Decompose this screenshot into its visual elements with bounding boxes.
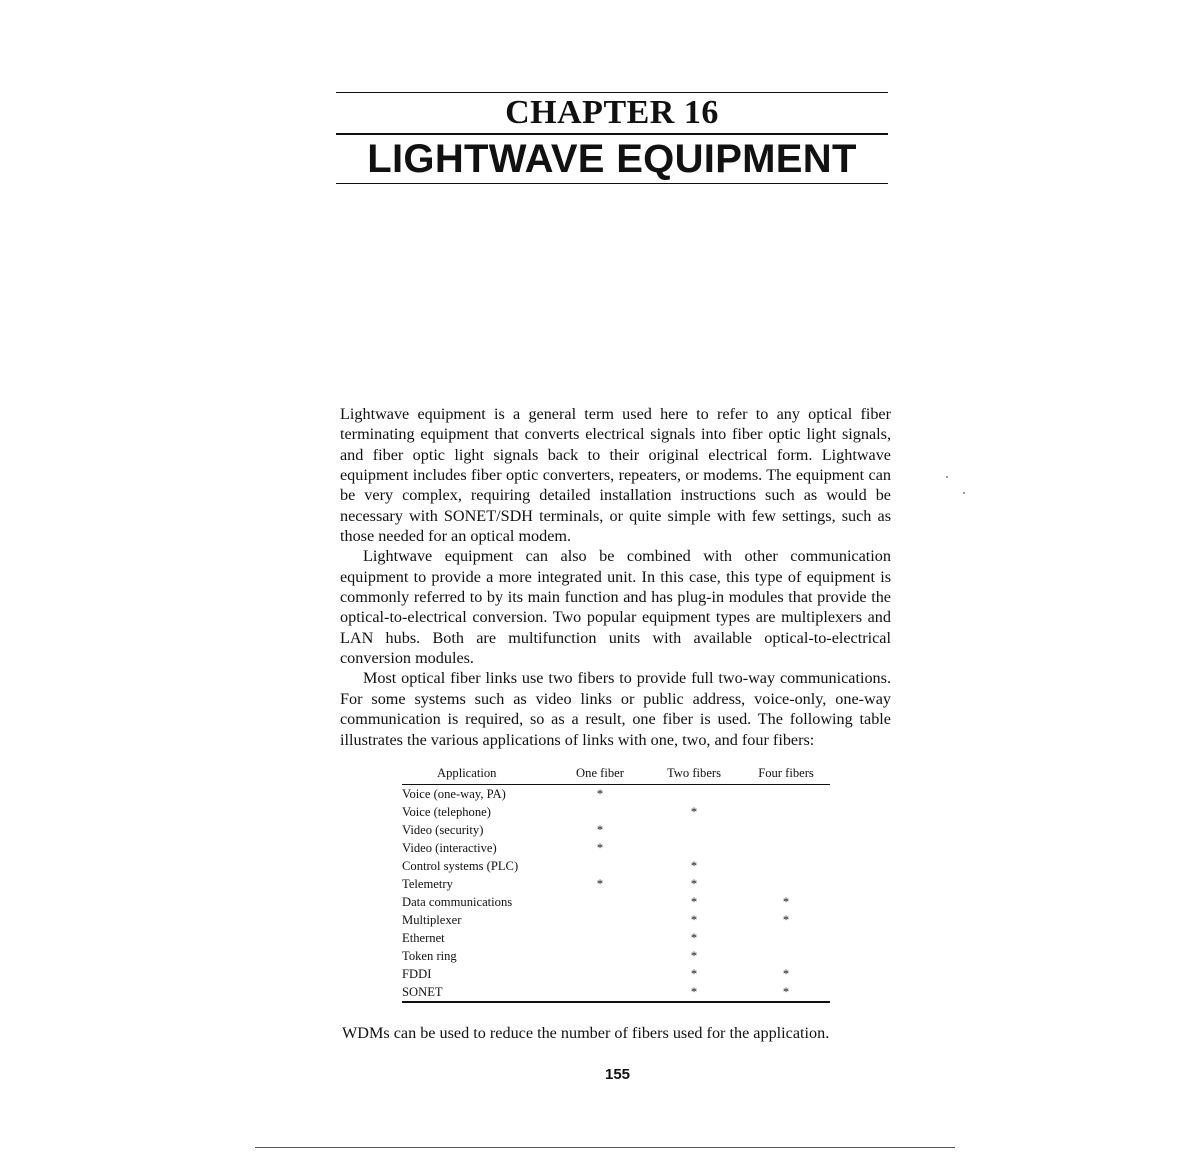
application-name: Control systems (PLC): [402, 859, 519, 873]
closing-sentence: WDMs can be used to reduce the number of fibers used for the application.: [342, 1024, 830, 1042]
table-row: [402, 929, 830, 947]
table-row: [402, 965, 830, 983]
four-fibers-mark: [742, 857, 830, 875]
one-fiber-mark: [554, 857, 646, 875]
header-one-fiber: One fiber: [554, 763, 646, 785]
application-name: Video (interactive): [402, 841, 497, 855]
application-name: Video (security): [402, 823, 484, 837]
table-row: [402, 875, 830, 893]
two-fibers-mark: *: [690, 931, 698, 945]
page-number: 155: [604, 1066, 631, 1083]
table-header-row: [402, 763, 830, 785]
paragraph-2: Lightwave equipment can also be combined with other communication equipment to provide a more integrated unit. In this case, this type of equipment is commonly referred to by its main function and has plug-in modules that provide the optical-to-electrical conversion. Two popular equipment types are multiplexers and LAN hubs. Both are multifunction units with available optical-to-electrical conversion modules.: [340, 547, 891, 668]
chapter-middle-rule: [336, 133, 888, 135]
two-fibers-mark: *: [690, 967, 698, 981]
application-name: Multiplexer: [402, 913, 462, 927]
two-fibers-mark: *: [690, 895, 698, 909]
application-name: FDDI: [402, 967, 432, 981]
two-fibers-mark: *: [690, 913, 698, 927]
scan-speck: [963, 492, 965, 494]
one-fiber-mark: [554, 803, 646, 821]
one-fiber-mark: [554, 911, 646, 929]
two-fibers-mark: [646, 839, 742, 857]
four-fibers-mark: [742, 875, 830, 893]
four-fibers-mark: *: [742, 983, 830, 1002]
four-fibers-mark: [742, 947, 830, 965]
four-fibers-mark: [742, 929, 830, 947]
four-fibers-mark: [742, 821, 830, 839]
paragraph-1: Lightwave equipment is a general term used here to refer to any optical fiber terminating equipment that converts electrical signals into fiber optic light signals, and fiber optic light signals back to their original electrical form. Lightwave equipment includes fiber optic converters, repeaters, or modems. The equipment can be very complex, requiring detailed installation instructions such as would be necessary with SONET/SDH terminals, or quite simple with few settings, such as those needed for an optical modem.: [340, 405, 891, 546]
four-fibers-mark: *: [782, 895, 790, 909]
application-name: Data communications: [402, 895, 513, 909]
two-fibers-mark: *: [646, 983, 742, 1002]
table-row: [402, 947, 830, 965]
two-fibers-mark: [646, 821, 742, 839]
two-fibers-mark: *: [690, 877, 698, 891]
scan-speck: [946, 476, 948, 478]
one-fiber-mark: *: [596, 877, 604, 891]
one-fiber-mark: [554, 893, 646, 911]
scan-edge-line: [255, 1147, 955, 1148]
table-row: [402, 785, 830, 804]
one-fiber-mark: *: [596, 787, 604, 801]
application-name: Ethernet: [402, 931, 445, 945]
one-fiber-mark: [554, 983, 646, 1002]
one-fiber-mark: *: [596, 823, 604, 837]
four-fibers-mark: *: [782, 913, 790, 927]
two-fibers-mark: *: [690, 805, 698, 819]
chapter-title: LIGHTWAVE EQUIPMENT: [367, 137, 857, 181]
paragraph-3: Most optical fiber links use two fibers to provide full two-way communications. For some systems such as video links or public address, voice-only, one-way communication is required, so as a result, one fiber is used. The following table illustrates the various applications of links with one, two, and four fibers:: [340, 669, 891, 749]
table-row: [402, 893, 830, 911]
one-fiber-mark: [554, 929, 646, 947]
table-row: [402, 911, 830, 929]
application-name: SONET: [402, 983, 554, 1002]
four-fibers-mark: *: [782, 967, 790, 981]
table-row: [402, 983, 830, 1002]
header-four-fibers: Four fibers: [742, 763, 830, 785]
one-fiber-mark: [554, 965, 646, 983]
table-row: [402, 857, 830, 875]
body-text: [340, 404, 891, 750]
header-application: Application: [402, 763, 554, 785]
one-fiber-mark: [554, 947, 646, 965]
chapter-number: CHAPTER 16: [505, 94, 719, 131]
chapter-bottom-rule: [336, 183, 888, 184]
application-name: Token ring: [402, 949, 457, 963]
header-two-fibers: Two fibers: [646, 763, 742, 785]
application-name: Telemetry: [402, 877, 453, 891]
table-row: [402, 821, 830, 839]
two-fibers-mark: *: [690, 859, 698, 873]
application-name: Voice (telephone): [402, 805, 491, 819]
table-row: [402, 803, 830, 821]
two-fibers-mark: [646, 785, 742, 804]
four-fibers-mark: [742, 785, 830, 804]
application-name: Voice (one-way, PA): [402, 787, 506, 801]
table-row: [402, 839, 830, 857]
four-fibers-mark: [742, 839, 830, 857]
four-fibers-mark: [742, 803, 830, 821]
two-fibers-mark: *: [690, 949, 698, 963]
fiber-applications-table: [402, 763, 830, 1003]
one-fiber-mark: *: [596, 841, 604, 855]
